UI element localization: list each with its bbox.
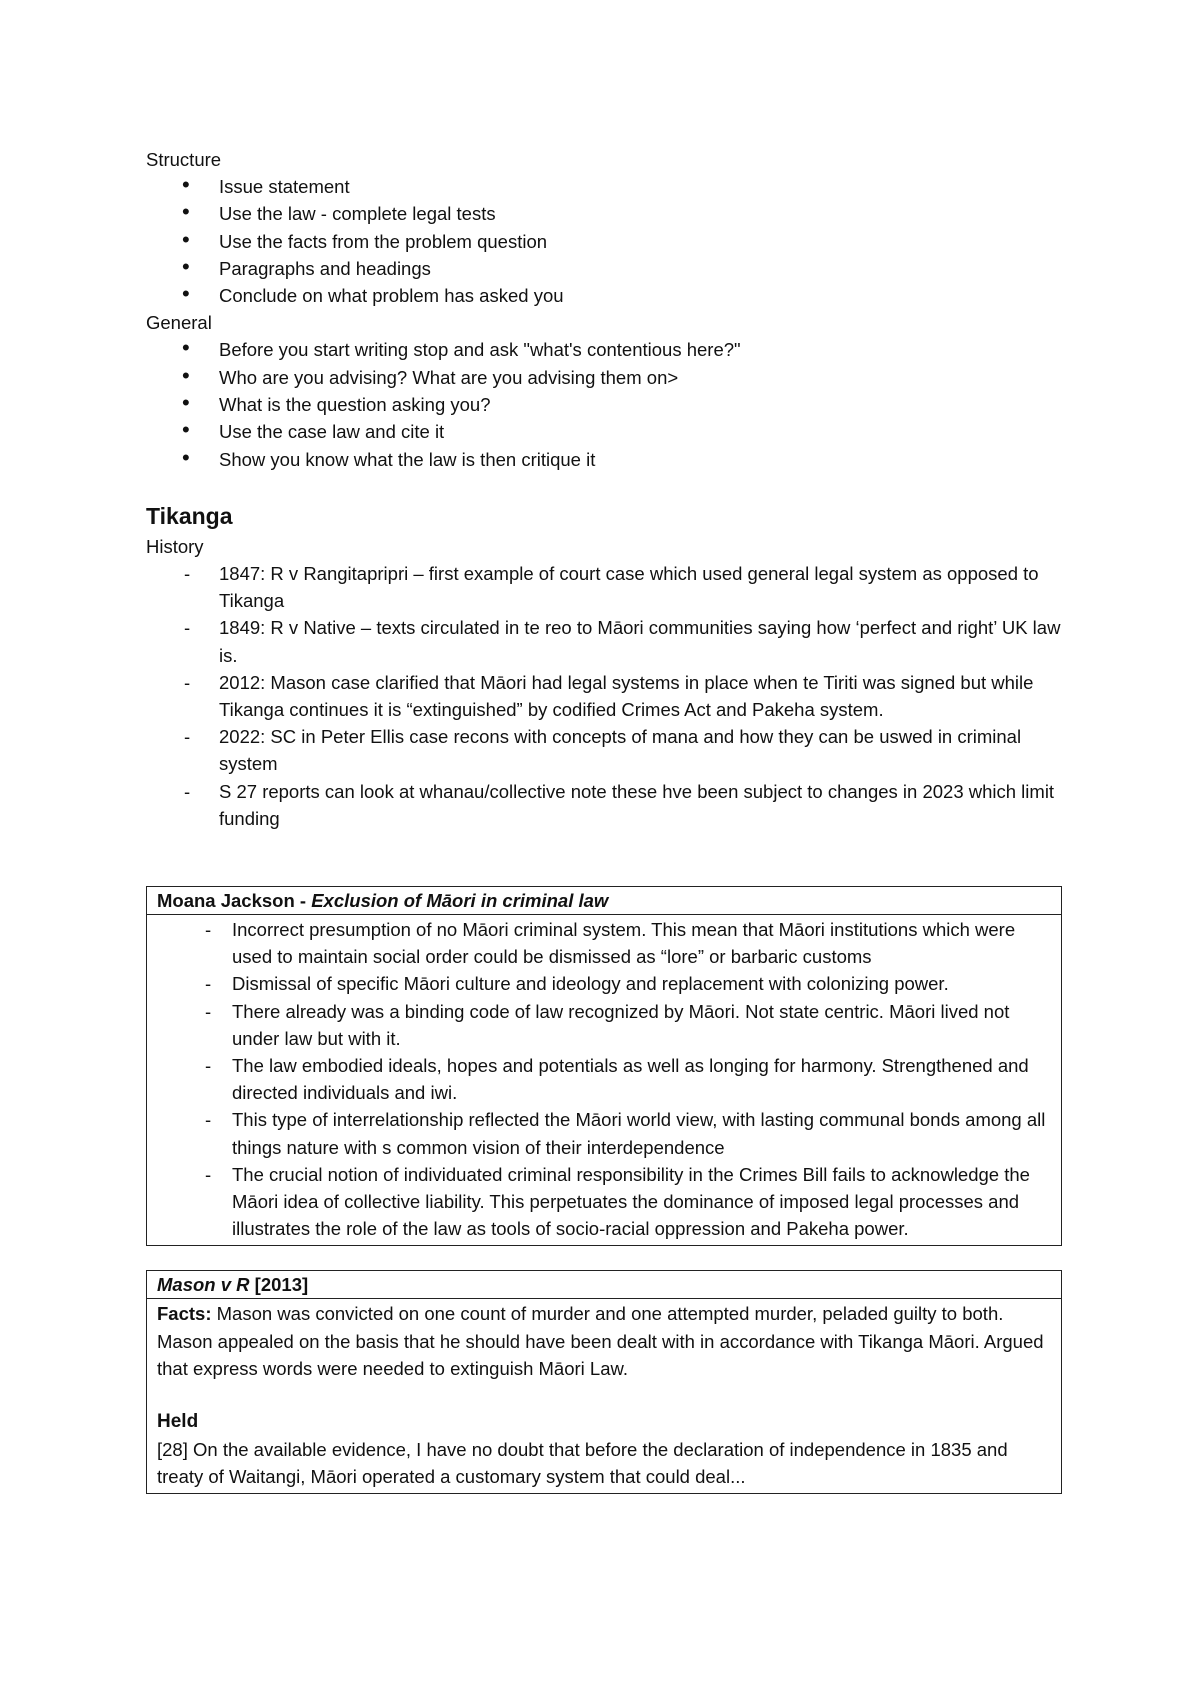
mason-table-body [147, 1299, 1061, 1493]
list-item: • Use the case law and cite it [146, 418, 1066, 445]
facts-label: Facts: [157, 1303, 212, 1325]
jackson-list [157, 916, 1051, 1242]
list-item: • Who are you advising? What are you advising them on> [146, 364, 1066, 391]
list-item: - S 27 reports can look at whanau/collective note these hve been subject to changes in 2023 which limit funding [146, 778, 1066, 832]
jackson-table [146, 886, 1062, 1246]
held-label: Held [157, 1411, 199, 1433]
list-item: - 1849: R v Native – texts circulated in te reo to Māori communities saying how ‘perfect and right’ UK law is. [146, 614, 1066, 668]
structure-label: Structure [146, 149, 222, 170]
list-item: - There already was a binding code of law recognized by Māori. Not state centric. Māori lived not under law but with it. [157, 998, 1051, 1052]
facts-text: Mason was convicted on one count of murder and one attempted murder, peladed guilty to both. Mason appealed on the basis that he should have been dealt with in accordance with Tikanga Māori. Argued that express words were needed to extinguish Māori Law. [157, 1303, 1044, 1379]
jackson-table-body [147, 915, 1061, 1245]
list-item: - Dismissal of specific Māori culture and ideology and replacement with colonizing power. [157, 970, 1051, 997]
list-item: • Before you start writing stop and ask "what's contentious here?" [146, 336, 1066, 363]
list-item: • Conclude on what problem has asked you [146, 282, 1066, 309]
list-item: • Use the law - complete legal tests [146, 200, 1066, 227]
general-list [146, 336, 1066, 472]
list-item: • Use the facts from the problem question [146, 228, 1066, 255]
jackson-author: Moana Jackson - [157, 890, 312, 911]
facts-paragraph [157, 1300, 1051, 1382]
list-item: • Issue statement [146, 173, 1066, 200]
tikanga-heading: Tikanga [146, 502, 233, 529]
history-list [146, 560, 1066, 832]
list-item: - This type of interrelationship reflected the Māori world view, with lasting communal bonds among all things nature with s common vision of their interdependence [157, 1106, 1051, 1160]
list-item: - 2012: Mason case clarified that Māori had legal systems in place when te Tiriti was signed but while Tikanga continues it is “extinguished” by codified Crimes Act and Pakeha system. [146, 669, 1066, 723]
list-item: - The law embodied ideals, hopes and potentials as well as longing for harmony. Strengthened and directed individuals and iwi. [157, 1052, 1051, 1106]
list-item: - The crucial notion of individuated criminal responsibility in the Crimes Bill fails to acknowledge the Māori idea of collective liability. This perpetuates the dominance of imposed legal processes and illustrates the role of the law as tools of socio-racial oppression and Pakeha power. [157, 1161, 1051, 1243]
mason-case-name: Mason v R [157, 1274, 255, 1296]
held-text: [28] On the available evidence, I have no doubt that before the declaration of independence in 1835 and treaty of Waitangi, Māori operated a customary system that could deal... [157, 1439, 1008, 1488]
general-label: General [146, 312, 212, 334]
jackson-table-header [147, 887, 1061, 915]
mason-table-header [147, 1271, 1061, 1299]
mason-case-year: [2013] [254, 1274, 309, 1296]
document-page [146, 146, 1066, 1494]
list-item: - 2022: SC in Peter Ellis case recons with concepts of mana and how they can be uswed in criminal system [146, 723, 1066, 777]
jackson-title: Exclusion of Māori in criminal law [311, 890, 609, 911]
list-item: • What is the question asking you? [146, 391, 1066, 418]
list-item: • Paragraphs and headings [146, 255, 1066, 282]
mason-table [146, 1270, 1062, 1494]
structure-list [146, 173, 1066, 309]
list-item: - 1847: R v Rangitapripri – first example of court case which used general legal system as opposed to Tikanga [146, 560, 1066, 614]
list-item: - Incorrect presumption of no Māori criminal system. This mean that Māori institutions which were used to maintain social order could be dismissed as “lore” or barbaric customs [157, 916, 1051, 970]
list-item: • Show you know what the law is then critique it [146, 446, 1066, 473]
history-label: History [146, 535, 204, 557]
